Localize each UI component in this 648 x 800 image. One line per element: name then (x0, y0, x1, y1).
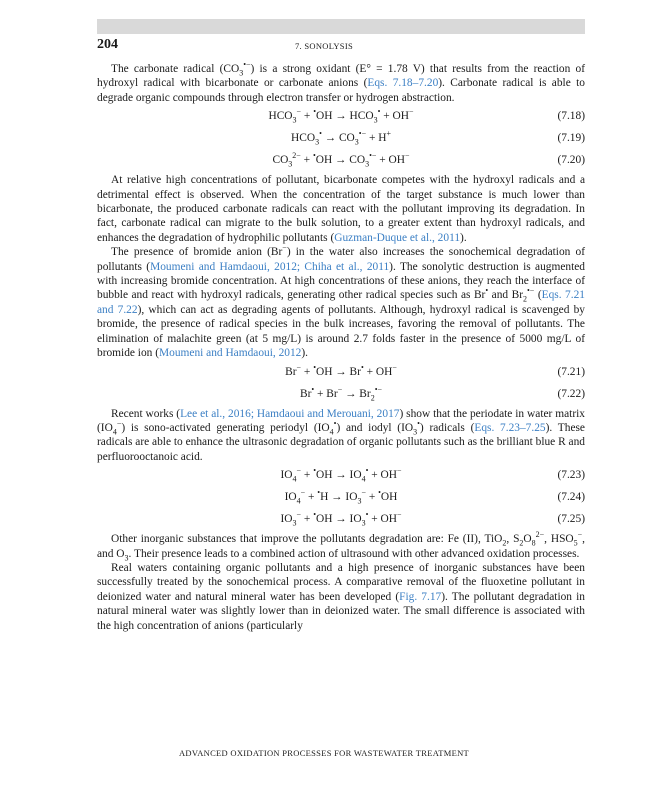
superscript: • (417, 419, 420, 429)
text-run: Other inorganic substances that improve the pollutants degradation are: Fe (II), TiO (111, 533, 503, 546)
superscript: • (360, 362, 364, 372)
text-run: + OH (368, 513, 397, 526)
subscript: 2 (370, 392, 375, 402)
body-text (97, 62, 585, 633)
superscript: • (365, 466, 369, 476)
superscript: •− (358, 129, 367, 139)
superscript: • (313, 466, 316, 476)
superscript: 2− (535, 530, 545, 540)
running-title: 7. SONOLYSIS (294, 41, 353, 51)
text-run: OH → CO (315, 154, 366, 167)
text-run: + (300, 154, 313, 167)
citation-link[interactable]: Eqs. 7.21 and 7.22 (97, 289, 585, 316)
text-run: + OH (368, 469, 397, 482)
text-run: The presence of bromide anion (Br (111, 246, 283, 259)
equation-7-18: $HCO_3^- + ^•OH \to HCO_3^• + OH^-$ (7.18) (268, 107, 585, 125)
citation-link[interactable]: Moumeni and Hamdaoui, 2012 (159, 347, 302, 360)
text-run: + OH (380, 110, 409, 123)
subscript: 3 (357, 496, 362, 506)
subscript: 8 (531, 538, 536, 548)
paragraph-bromide (97, 245, 585, 360)
text-run: Real waters containing organic pollutants and a high presence of inorganic substances have been successfully treated by the sonochemical process. A comparative removal of the fluoxetine pollutant in deionized water and natural mineral water has been developed ( (97, 561, 585, 603)
text-run: + (301, 513, 314, 526)
superscript: − (296, 510, 302, 520)
superscript: − (337, 384, 343, 394)
citation-link[interactable]: Lee et al., 2016; Hamdaoui and Merouani, 2017 (180, 407, 400, 420)
text-run: ) is a strong oxidant (E° = 1.78 V) that results from the reaction of hydroxyl radical with bicarbonate or carbonate anions ( (97, 63, 586, 90)
text-run: . Their presence leads to a combined action of ultrasound with other advanced oxidation processes. (128, 547, 580, 560)
subscript: 3 (124, 552, 129, 562)
header-bar (97, 19, 585, 34)
text-run: HCO (268, 110, 293, 123)
text-run: , HSO (544, 533, 574, 546)
text-run: ). (301, 347, 309, 360)
text-run: + OH (363, 365, 393, 378)
subscript: 2 (523, 294, 527, 304)
subscript: 3 (361, 518, 366, 528)
superscript: • (319, 129, 322, 139)
text-run: ) show that the periodate in water matrix (IO (97, 407, 585, 434)
text-run: ) and iodyl (IO (336, 421, 414, 434)
superscript: − (296, 362, 302, 372)
superscript: − (396, 466, 402, 476)
subscript: 4 (361, 474, 366, 484)
equation-7-25: $IO_3^- + ^•OH \to IO_3^• + OH^-$ (7.25) (280, 510, 585, 528)
superscript: • (365, 510, 369, 520)
superscript: • (313, 362, 316, 372)
superscript: • (312, 151, 316, 161)
paragraph-carbonate-radical (97, 62, 585, 105)
subscript: 3 (315, 137, 320, 147)
superscript: 2− (292, 151, 301, 161)
text-run: , and O (97, 533, 586, 560)
page-number: 204 (97, 37, 118, 52)
subscript: 3 (413, 427, 418, 437)
superscript: − (405, 151, 410, 161)
text-run: → CO (321, 132, 355, 145)
superscript: − (396, 510, 402, 520)
subscript: 4 (292, 474, 297, 484)
subscript: 3 (354, 137, 359, 147)
paragraph-inorganic-substances (97, 532, 585, 561)
text-run: + OH (376, 154, 406, 167)
text-run: At relative high concentrations of pollutant, bicarbonate competes with the hydroxyl radicals and a detrimental effect is observed. When the concentration of the target substance is much lower than bicarbonate, the produced carbonate radicals can react with the pollutant improving its degradation. In fact, carbonate radical can migrate to the bulk solution, to a greater extent than hydroxyl radicals, and enhances the degradation of hydrophilic pollutants ( (97, 174, 585, 244)
equation-7-20: $CO_3^{2-} + ^•OH \to CO_3^{•-} + OH^-$ (7.20) (272, 151, 585, 169)
paragraph-bicarbonate-competition (97, 173, 585, 245)
text-run: OH → HCO (316, 110, 374, 123)
text-run: + (301, 110, 314, 123)
subscript: 3 (373, 115, 378, 125)
citation-link[interactable]: Moumeni and Hamdaoui, 2012; Chiha et al., 2011 (150, 260, 390, 273)
equation-7-19: $HCO_3^• \to CO_3^{•-} + H^+$ (7.19) (291, 129, 585, 147)
text-run: H → IO (320, 491, 358, 504)
text-run: + (365, 491, 379, 504)
text-run: + H (366, 132, 387, 145)
superscript: − (300, 488, 306, 498)
superscript: • (378, 488, 381, 498)
text-run: + Br (314, 387, 338, 400)
text-run: , S (506, 533, 520, 546)
text-run: + (305, 491, 318, 504)
text-run: ), which can act as degrading agents of pollutants. Although, hydroxyl radical is scavenged by bromide, the presence of radical species in the bulk increases, favoring the removal of pollutants. The elimination of malachite green (at 5 mg/L) is around 2.7 folds faster in the presence of 5000 mg/L of bromide ion ( (97, 303, 585, 360)
superscript: − (392, 362, 397, 372)
superscript: + (386, 129, 391, 139)
superscript: •− (243, 60, 251, 70)
equation-7-22: $Br^• + Br^- \to Br_2^{•-}$ (7.22) (299, 384, 585, 402)
superscript: •− (369, 151, 377, 161)
text-run: ). The sonolytic destruction is augmented with increasing bromide concentration. At high concentrations of these anions, they reach the interface of bubble and react with hydroxyl radicals, generating other radical species such as Br (97, 260, 585, 302)
superscript: •− (527, 286, 535, 296)
text-run: ). The pollutant degradation in natural mineral water was slightly lower than in deionized water. The small difference is associated with the high concentration of anions (particularly (97, 590, 585, 632)
text-run: The carbonate radical (CO (111, 63, 240, 75)
subscript: 4 (296, 496, 301, 506)
text-run: ) radicals ( (419, 421, 475, 434)
superscript: − (296, 107, 302, 117)
text-run: CO (272, 154, 289, 167)
superscript: − (296, 466, 302, 476)
text-run: IO (280, 469, 293, 482)
text-run: ( (534, 289, 542, 302)
text-run: IO (284, 491, 297, 504)
text-run: HCO (291, 132, 316, 145)
superscript: − (577, 530, 583, 540)
subscript: 4 (329, 427, 334, 437)
citation-link[interactable]: Eqs. 7.23–7.25 (474, 421, 546, 434)
superscript: • (317, 488, 321, 498)
text-run: IO (280, 513, 293, 526)
book-title-footer: ADVANCED OXIDATION PROCESSES FOR WASTEWATER TREATMENT (178, 748, 470, 758)
citation-link[interactable]: Eqs. 7.18–7.20 (367, 77, 439, 90)
superscript: − (116, 419, 122, 429)
superscript: • (313, 510, 316, 520)
text-run: and Br (488, 289, 523, 302)
equation-7-23: $IO_4^- + ^•OH \to IO_4^• + OH^-$ (7.23) (280, 466, 585, 484)
text-run: OH → IO (316, 513, 362, 526)
superscript: − (282, 243, 287, 253)
subscript: 3 (239, 68, 244, 78)
superscript: •− (374, 384, 383, 394)
citation-link[interactable]: Guzman-Duque et al., 2011 (334, 231, 461, 244)
text-run: ). These radicals are able to enhance the ultrasonic degradation of organic pollutants such as the brilliant blue R and perfluorooctanoic acid. (97, 421, 585, 463)
paragraph-periodate (97, 407, 585, 465)
text-run: OH → Br (316, 365, 361, 378)
subscript: 2 (519, 538, 524, 548)
text-run: + (301, 365, 314, 378)
text-run: ) is sono-activated generating periodyl (IO (121, 421, 330, 434)
subscript: 3 (365, 159, 370, 169)
citation-link[interactable]: Fig. 7.17 (399, 590, 442, 603)
text-run: Recent works ( (111, 407, 181, 420)
superscript: − (408, 107, 414, 117)
subscript: 4 (112, 427, 117, 437)
text-run: O (523, 533, 532, 546)
subscript: 5 (573, 538, 578, 548)
text-run: OH (380, 491, 398, 504)
subscript: 3 (292, 518, 297, 528)
superscript: • (311, 384, 315, 394)
text-run: Br (285, 365, 297, 378)
text-run: ). Carbonate radical is able to degrade organic compounds through electron transfer or hydrogen abstraction. (97, 77, 585, 104)
paragraph-real-waters (97, 561, 585, 633)
text-run: ). (460, 231, 467, 244)
subscript: 2 (502, 538, 507, 548)
subscript: 3 (292, 115, 297, 125)
superscript: • (485, 286, 489, 296)
text-run: Br (299, 387, 312, 400)
superscript: • (333, 419, 337, 429)
superscript: • (377, 107, 381, 117)
text-run: + (301, 469, 314, 482)
equation-7-21: Br− + •OH → Br• + OH− (7.21) (285, 362, 585, 378)
superscript: • (313, 107, 316, 117)
text-run: ) in the water also increases the sonochemical degradation of pollutants ( (97, 246, 585, 273)
subscript: 3 (288, 159, 293, 169)
equation-7-24: $IO_4^- + ^•H \to IO_3^- + ^•OH$ (7.24) (284, 488, 585, 506)
text-run: → Br (342, 387, 371, 400)
superscript: − (361, 488, 366, 498)
text-run: OH → IO (316, 469, 362, 482)
